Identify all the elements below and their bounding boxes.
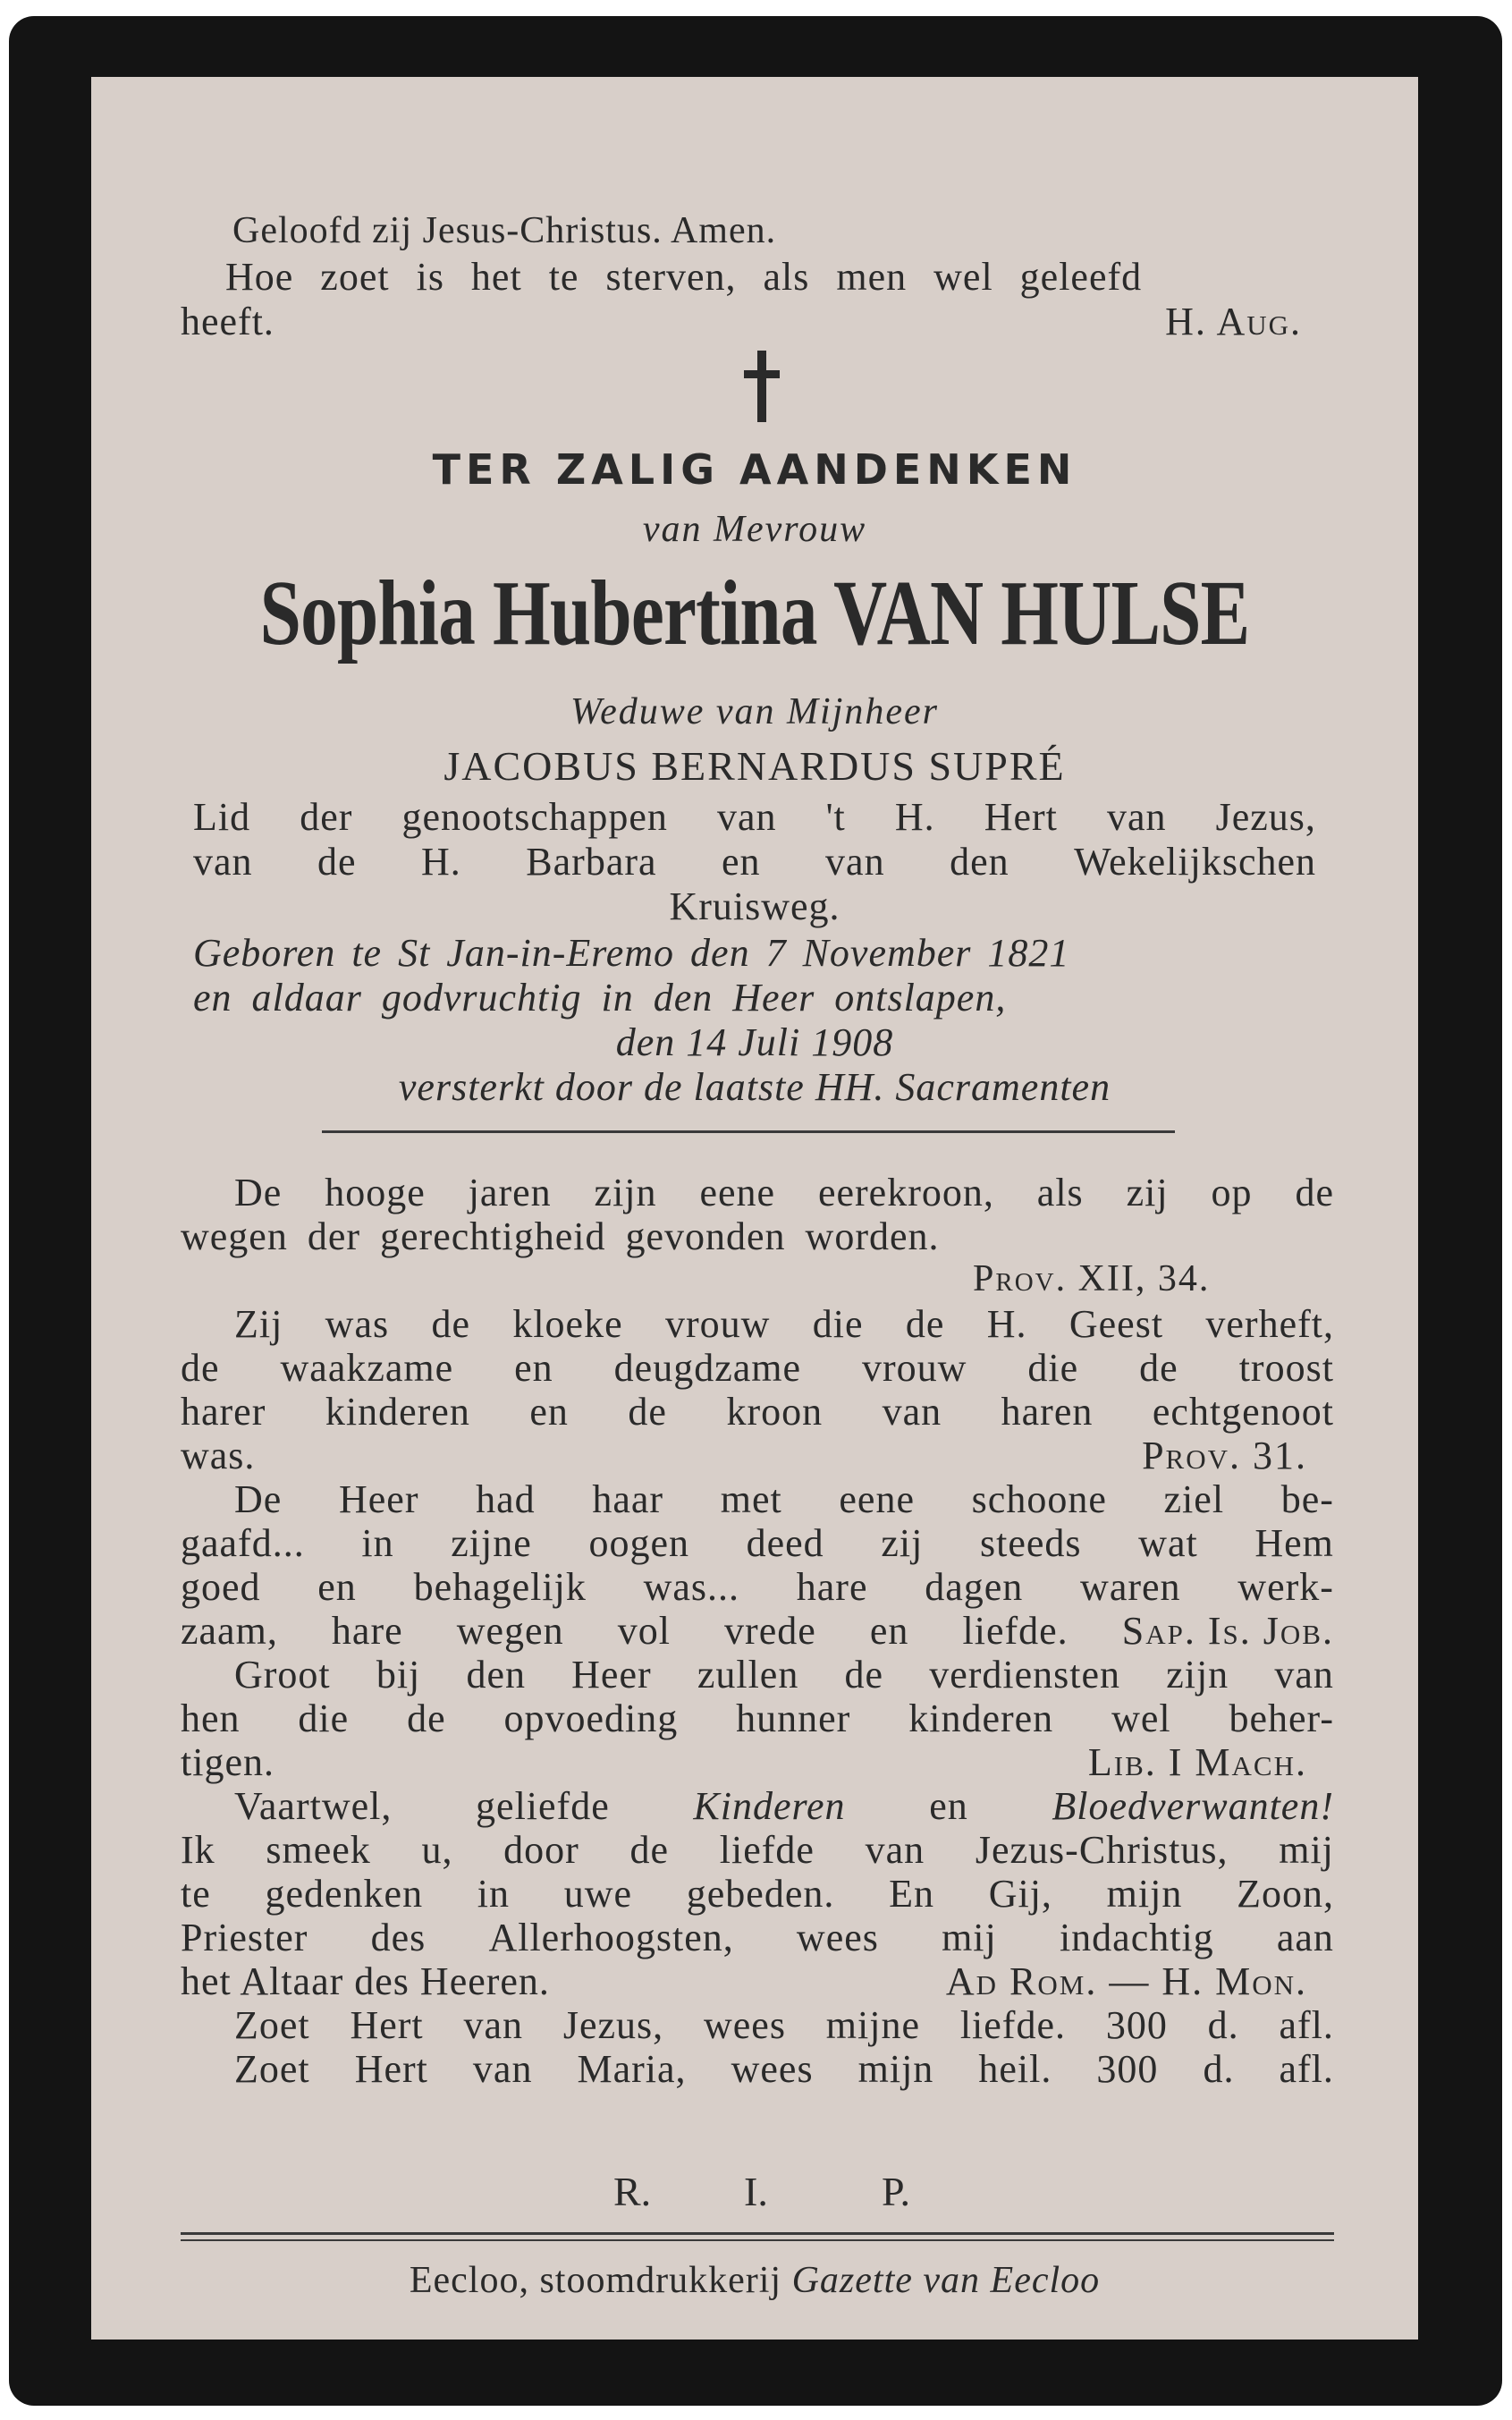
verse-word: wel (1111, 1697, 1171, 1740)
header-line-3 (181, 299, 1302, 344)
verse-word: te (181, 1872, 211, 1916)
verse-word: mijn (1106, 1872, 1183, 1916)
husband-name: JACOBUS BERNARDUS SUPRÉ (443, 743, 1066, 789)
verse-line (234, 1170, 1334, 1215)
verse-word: schoone (971, 1477, 1107, 1521)
verse-word: gedenken (265, 1872, 424, 1916)
verse-line (181, 1696, 1334, 1741)
verse-word: zij (1126, 1171, 1169, 1214)
verse-word: van (865, 1828, 925, 1872)
verse-word: beher- (1229, 1697, 1334, 1740)
deceased-name: Sophia Hubertina VAN HULSE (259, 562, 1250, 664)
verse-word: hare (796, 1565, 868, 1609)
verse-word: eene (839, 1477, 915, 1521)
header-line-2-text: Hoe zoet is het te sterven, als men wel geleefd (225, 255, 1143, 299)
verse-word: van (472, 2047, 533, 2091)
verse-word: en (529, 1390, 569, 1434)
verse-word: Priester (181, 1916, 308, 1959)
verse-word: deugdzame (613, 1346, 802, 1390)
memorial-card-border (9, 16, 1502, 2406)
verse-word: heil. (978, 2047, 1052, 2091)
bio-line-2-word: Barbara (526, 840, 657, 884)
verse-word: liefde. (959, 2003, 1066, 2047)
verse-line (181, 1433, 1307, 1478)
verse-word: van (882, 1390, 942, 1434)
bio-line-1-word: 't (825, 795, 846, 839)
verse-word: mijn (857, 2047, 934, 2091)
verse-word: en (514, 1346, 553, 1390)
heading: TER ZALIG AANDENKEN (432, 445, 1077, 494)
verse-word: Zoon, (1237, 1872, 1334, 1916)
verse-word: d. (1203, 2047, 1235, 2091)
verse-word: wegen (456, 1609, 564, 1653)
verse-word: De (234, 1171, 283, 1214)
verse-word: vrouw (664, 1302, 771, 1346)
cross-icon (744, 351, 780, 422)
divider-bottom (181, 2232, 1334, 2235)
verse-word: wat (1138, 1521, 1198, 1565)
verse-word: Jezus-Christus, (975, 1828, 1229, 1872)
header-line-3-text: heeft. (181, 300, 275, 343)
bio-line-2-word: den (950, 840, 1009, 884)
verse-line (181, 1520, 1334, 1566)
verse-word: wegen (181, 1214, 288, 1258)
verse-word: de (431, 1302, 470, 1346)
verse-word: eene (699, 1171, 776, 1214)
verse-word: H. (986, 1302, 1027, 1346)
verse-word: deed (746, 1521, 824, 1565)
widow-of: Weduwe van Mijnheer (570, 691, 940, 732)
bio-line-2-word: H. (421, 840, 461, 884)
bio-line-1-word: Hert (984, 795, 1058, 839)
verse-word: hooge (325, 1171, 426, 1214)
verse-word: vrede (724, 1609, 816, 1653)
verse-word: den (466, 1653, 526, 1697)
verse-word: van (1274, 1653, 1334, 1697)
verse-line (181, 1739, 1307, 1785)
verse-word: waakzame (280, 1346, 454, 1390)
verse-word: wees (703, 2003, 786, 2047)
bio-line-1-word: van (717, 795, 777, 839)
rip-p: P. (882, 2169, 910, 2214)
verse-line (234, 2046, 1334, 2092)
verse-word: Groot (234, 1653, 331, 1697)
verse-word: kinderen (325, 1390, 470, 1434)
verse-word: der (307, 1214, 361, 1258)
verse-word: liefde. (962, 1609, 1069, 1653)
verse-word: mijne (825, 2003, 920, 2047)
verse-word: ziel (1163, 1477, 1225, 1521)
verse-word: wees (796, 1916, 879, 1959)
verse-word: als (1036, 1171, 1084, 1214)
verse-word: dagen (925, 1565, 1024, 1609)
verse-word: en (317, 1565, 357, 1609)
verse-word: en (869, 1609, 909, 1653)
verse-word: Vaartwel, (234, 1784, 393, 1828)
verse-word: Zoet (234, 2003, 310, 2047)
verse-line (234, 1301, 1334, 1347)
bio-line-1-word: genootschappen (401, 795, 668, 839)
rip-i: I. (744, 2169, 768, 2214)
title-prefix: van Mevrouw (642, 509, 867, 550)
verse-word: hare (331, 1609, 403, 1653)
verse-word: kloeke (512, 1302, 623, 1346)
verse-word: des (370, 1916, 427, 1959)
verse-word: Heer (338, 1477, 419, 1521)
verse-word: had (476, 1477, 536, 1521)
bio-line-1-word: Lid (193, 795, 251, 839)
verse-word: in (477, 1872, 511, 1916)
verse-word: steeds (979, 1521, 1082, 1565)
verse-line (181, 1345, 1334, 1391)
verse-line (181, 1214, 940, 1259)
bio-line-2-word: van (825, 840, 885, 884)
verse-word: De (234, 1477, 283, 1521)
verse-reference: Prov. XII, 34. (973, 1258, 1211, 1299)
header-line-2 (225, 254, 1347, 300)
verse-word: Hert (350, 2003, 424, 2047)
verse-word: En (889, 1872, 934, 1916)
verse-word: geliefde (476, 1784, 610, 1828)
bio-line-2-word: van (193, 840, 253, 884)
verse-word: verheft, (1205, 1302, 1334, 1346)
verse-word: Bloedverwanten! (1052, 1784, 1334, 1828)
verse-word: Zoet (234, 2047, 310, 2091)
verse-word: jaren (468, 1171, 552, 1214)
verse-word: kroon (726, 1390, 824, 1434)
verse-word: gevonden (625, 1214, 786, 1258)
verse-word: haren (1001, 1390, 1094, 1434)
footer (91, 2259, 1418, 2302)
verse-word: harer (181, 1390, 266, 1434)
verse-word: wees (731, 2047, 814, 2091)
verse-word: de (1295, 1171, 1334, 1214)
verse-word: bij (376, 1653, 421, 1697)
verse-word: en (929, 1784, 968, 1828)
verse-word: Allerhoogsten, (488, 1916, 734, 1959)
verse-word: oogen (588, 1521, 689, 1565)
verse-line (181, 1608, 1334, 1654)
verse-word: 300 (1096, 2047, 1159, 2091)
header-attribution: H. Aug. (1165, 300, 1302, 343)
bio-line-1-word: Jezus, (1215, 795, 1316, 839)
death-date: den 14 Juli 1908 (615, 1020, 894, 1064)
verse-word: d. (1207, 2003, 1239, 2047)
verse-word: Geest (1069, 1302, 1164, 1346)
verse-word: indachtig (1059, 1916, 1214, 1959)
verse-word: door (503, 1828, 579, 1872)
bio-line-2 (193, 839, 1316, 884)
verse-word: zij (881, 1521, 924, 1565)
death-line: en aldaar godvruchtig in den Heer ontslapen, (193, 976, 1007, 1020)
bio-line-1-word: der (300, 795, 353, 839)
verse-word: zijne (451, 1521, 532, 1565)
verse-word: gaafd... (181, 1521, 305, 1565)
verse-word: de (181, 1346, 220, 1390)
verse-line (181, 1959, 1307, 2004)
verse-word: Gij, (988, 1872, 1052, 1916)
verse-word: mij (1279, 1828, 1334, 1872)
verse-word: zaam, (181, 1609, 278, 1653)
gazette: Gazette van Eecloo (791, 2260, 1101, 2301)
verse-line (234, 1783, 1334, 1829)
verse-line (181, 1871, 1334, 1917)
printer: Eecloo, stoomdrukkerij (409, 2260, 782, 2301)
verse-word: echtgenoot (1152, 1390, 1334, 1434)
verse-word: die (1027, 1346, 1079, 1390)
verse-word: vol (617, 1609, 671, 1653)
verse-word: Hem (1254, 1521, 1334, 1565)
verse-line (234, 2002, 1334, 2048)
sacraments-line: versterkt door de laatste HH. Sacramenten (398, 1065, 1111, 1109)
verse-text: was. (181, 1434, 256, 1477)
verse-line (234, 1652, 1334, 1697)
verse-word: die (298, 1697, 350, 1740)
verse-word: die (812, 1302, 864, 1346)
verse-line (181, 1564, 1334, 1610)
verse-word: waren (1080, 1565, 1181, 1609)
bio-line-1-word: van (1106, 795, 1167, 839)
verse-word: goed (181, 1565, 261, 1609)
verse-line (181, 1915, 1334, 1960)
verse-word: afl. (1279, 2003, 1334, 2047)
verse-word: zijn (1166, 1653, 1229, 1697)
verse-word: van (463, 2003, 524, 2047)
verse-word: afl. (1279, 2047, 1334, 2091)
verse-word: Maria, (577, 2047, 687, 2091)
verse-word: worden. (805, 1214, 940, 1258)
verse-word: was (325, 1302, 390, 1346)
memorial-card-paper (91, 77, 1418, 2340)
rip-r: R. (613, 2169, 652, 2214)
verse-word: gerechtigheid (380, 1214, 606, 1258)
verse-word: de (407, 1697, 446, 1740)
bio-line-2-word: en (722, 840, 761, 884)
verse-word: op (1211, 1171, 1253, 1214)
verse-word: zijn (594, 1171, 657, 1214)
divider-top (322, 1130, 1175, 1133)
verse-reference: Ad Rom. — H. Mon. (945, 1959, 1307, 2003)
verse-word: be- (1280, 1477, 1334, 1521)
verse-word: de (905, 1302, 945, 1346)
verse-word: hunner (736, 1697, 851, 1740)
verse-word: Zij (234, 1302, 283, 1346)
verse-word: kinderen (908, 1697, 1054, 1740)
verse-word: Sap. Is. Job. (1121, 1609, 1334, 1653)
verse-word: behagelijk (413, 1565, 587, 1609)
verse-reference: Prov. 31. (1142, 1434, 1307, 1477)
verse-word: uwe (563, 1872, 633, 1916)
divider-bottom-2 (181, 2239, 1334, 2241)
header-line-1: Geloofd zij Jesus-Christus. Amen. (232, 210, 777, 251)
bio-line-1-word: H. (894, 795, 935, 839)
verse-word: opvoeding (503, 1697, 679, 1740)
verse-line (234, 1477, 1334, 1522)
verse-word: smeek (266, 1828, 371, 1872)
verse-word: 300 (1105, 2003, 1168, 2047)
verse-word: Ik (181, 1828, 215, 1872)
verse-word: haar (592, 1477, 664, 1521)
verse-word: met (720, 1477, 782, 1521)
verse-word: de (1139, 1346, 1178, 1390)
verse-word: Hert (354, 2047, 428, 2091)
verse-word: Jezus, (562, 2003, 664, 2047)
verse-word: werk- (1237, 1565, 1334, 1609)
verse-word: u, (421, 1828, 453, 1872)
verse-word: gebeden. (686, 1872, 835, 1916)
bio-line-2-word: de (317, 840, 357, 884)
verse-line (181, 1827, 1334, 1873)
verse-word: de (628, 1390, 667, 1434)
bio-line-3: Kruisweg. (669, 884, 840, 928)
verse-reference: Lib. I Mach. (1087, 1740, 1307, 1784)
verse-word: vrouw (862, 1346, 967, 1390)
verse-word: in (361, 1521, 394, 1565)
verse-text: het Altaar des Heeren. (181, 1959, 550, 2003)
verse-word: hen (181, 1697, 241, 1740)
birth-line: Geboren te St Jan-in-Eremo den 7 November 1821 (193, 931, 1070, 975)
verse-word: verdiensten (929, 1653, 1121, 1697)
verse-word: troost (1238, 1346, 1334, 1390)
verse-word: de (629, 1828, 670, 1872)
bio-line-2-word: Wekelijkschen (1074, 840, 1316, 884)
bio-line-1 (193, 794, 1316, 840)
verse-word: Kinderen (693, 1784, 846, 1828)
verse-word: mij (942, 1916, 997, 1959)
verse-word: Heer (571, 1653, 652, 1697)
verse-line (181, 1389, 1334, 1434)
verse-word: aan (1276, 1916, 1334, 1959)
verse-word: eerekroon, (817, 1171, 994, 1214)
verse-text: tigen. (181, 1740, 275, 1784)
verse-word: de (844, 1653, 884, 1697)
verse-word: was... (643, 1565, 740, 1609)
verse-word: zullen (697, 1653, 799, 1697)
verse-word: liefde (719, 1828, 815, 1872)
